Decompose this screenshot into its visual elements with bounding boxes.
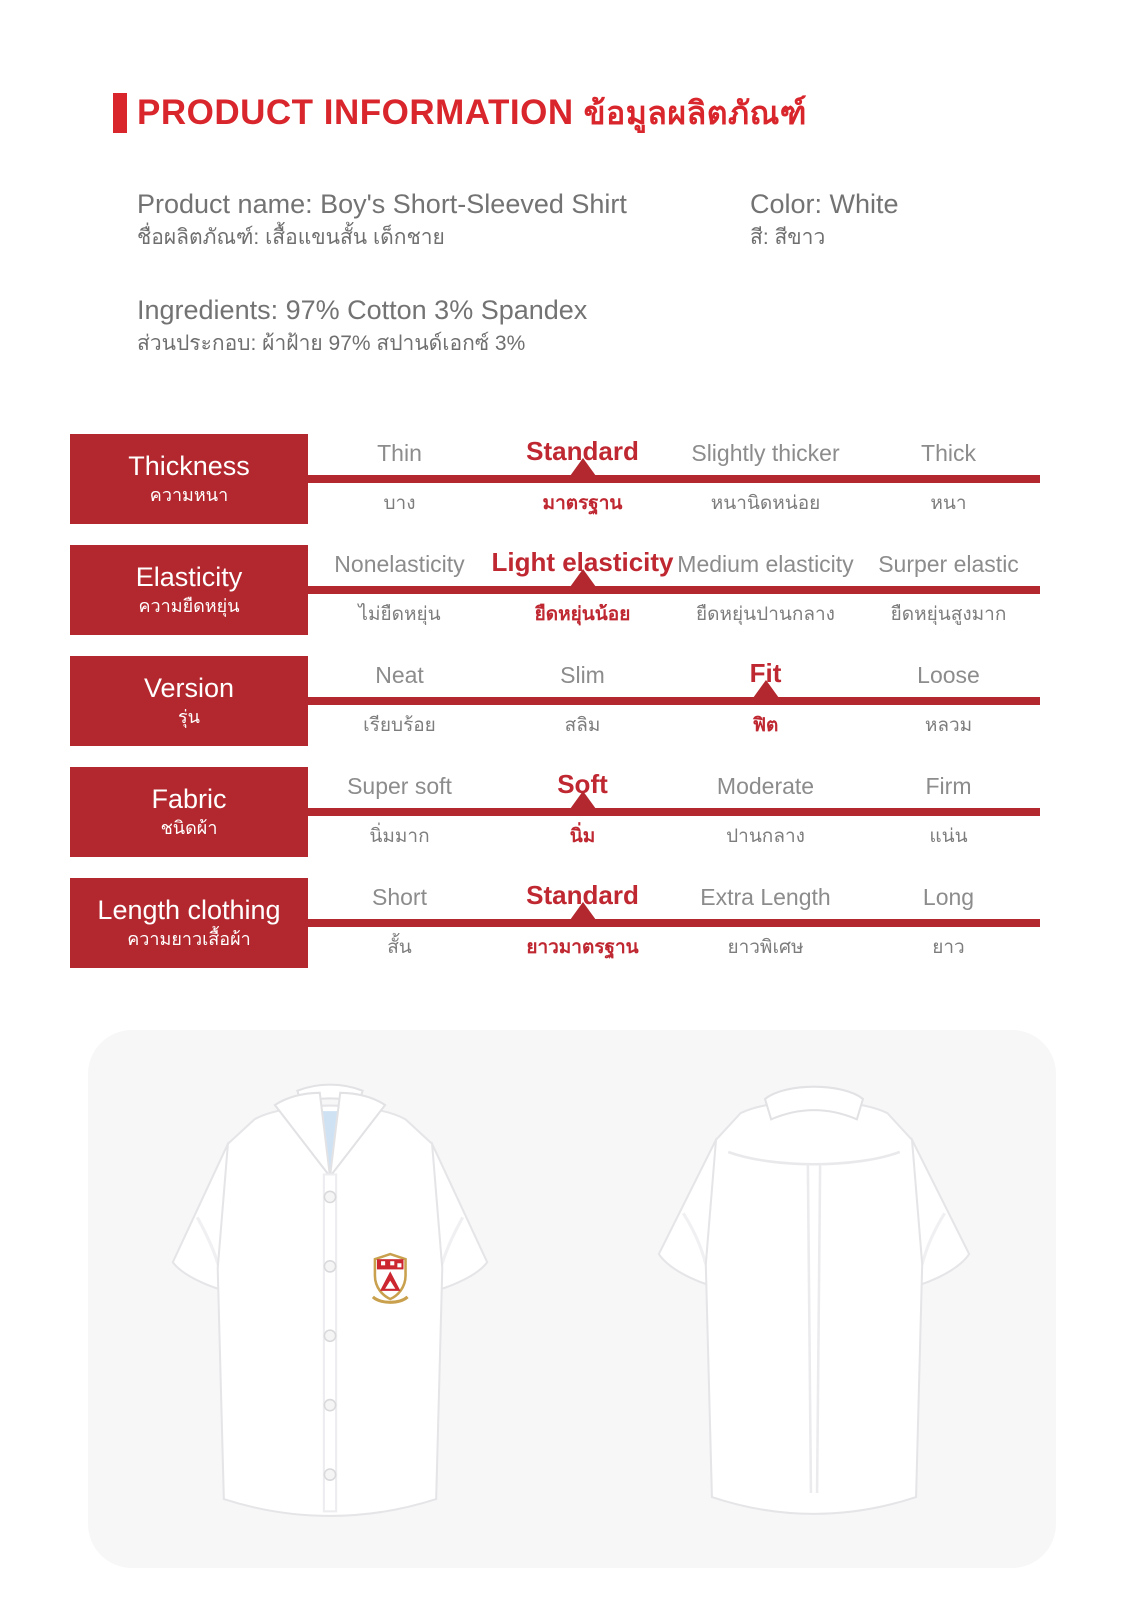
spec-option-label-th: หลวม bbox=[924, 715, 973, 736]
spec-option-label-th: แน่น bbox=[929, 826, 968, 847]
spec-option bbox=[491, 434, 674, 524]
spec-options bbox=[308, 434, 1040, 524]
spec-option-label-en: Fit bbox=[749, 658, 782, 688]
spec-option bbox=[857, 767, 1040, 857]
spec-option-label-en: Slim bbox=[560, 662, 605, 688]
spec-option bbox=[491, 656, 674, 746]
spec-option-label-th: ยาวมาตรฐาน bbox=[526, 937, 639, 958]
spec-option-label-en: Loose bbox=[917, 662, 980, 688]
spec-row-version bbox=[70, 656, 1040, 746]
spec-row-header bbox=[70, 545, 308, 635]
spec-row-label-en: Thickness bbox=[128, 451, 250, 481]
spec-row-elasticity bbox=[70, 545, 1040, 635]
spec-options bbox=[308, 878, 1040, 968]
selected-marker-triangle-icon bbox=[570, 458, 596, 476]
spec-option-label-en: Standard bbox=[526, 436, 639, 466]
selected-marker-triangle-icon bbox=[753, 680, 779, 698]
spec-option bbox=[674, 878, 857, 968]
page-title-th: ข้อมูลผลิตภัณฑ์ bbox=[583, 95, 807, 131]
spec-option-label-en: Light elasticity bbox=[491, 547, 674, 577]
spec-option-label-th: นิ่ม bbox=[569, 826, 596, 847]
spec-option-label-th: มาตรฐาน bbox=[542, 493, 623, 514]
spec-row-length-clothing bbox=[70, 878, 1040, 968]
spec-option-label-th: สลิม bbox=[564, 715, 601, 736]
spec-table bbox=[70, 434, 1040, 989]
spec-row-label-en: Elasticity bbox=[135, 562, 243, 592]
selected-marker-triangle-icon bbox=[570, 569, 596, 587]
spec-option-label-th: ฟิต bbox=[752, 715, 779, 736]
spec-options bbox=[308, 545, 1040, 635]
spec-option-label-en: Super soft bbox=[347, 773, 452, 799]
product-color-en: Color: White bbox=[750, 189, 899, 219]
spec-row-thickness bbox=[70, 434, 1040, 524]
spec-row-label-th: ชนิดผ้า bbox=[160, 818, 218, 838]
product-color-th: สี: สีขาว bbox=[750, 226, 826, 249]
spec-option-label-th: นิ่มมาก bbox=[369, 826, 430, 847]
spec-options bbox=[308, 767, 1040, 857]
product-ingredients-en: Ingredients: 97% Cotton 3% Spandex bbox=[137, 295, 588, 325]
spec-option bbox=[857, 878, 1040, 968]
spec-option bbox=[857, 545, 1040, 635]
shirt-front-illustration bbox=[120, 1054, 540, 1544]
spec-option-label-th: ยืดหยุ่นน้อย bbox=[534, 604, 631, 625]
spec-row-header bbox=[70, 878, 308, 968]
page-header bbox=[113, 90, 807, 136]
spec-option-label-th: เรียบร้อย bbox=[363, 715, 436, 736]
spec-option bbox=[491, 767, 674, 857]
spec-option-label-en: Extra Length bbox=[700, 884, 831, 910]
spec-option-label-en: Nonelasticity bbox=[334, 551, 465, 577]
selected-marker-triangle-icon bbox=[570, 791, 596, 809]
spec-option bbox=[674, 767, 857, 857]
spec-row-label-th: ความยืดหยุ่น bbox=[138, 596, 240, 616]
spec-option-label-en: Short bbox=[372, 884, 427, 910]
page-title bbox=[137, 90, 807, 136]
spec-option bbox=[857, 434, 1040, 524]
spec-option-label-th: ปานกลาง bbox=[726, 826, 805, 847]
spec-option bbox=[308, 656, 491, 746]
spec-option-label-th: ยาวพิเศษ bbox=[727, 937, 804, 958]
spec-option bbox=[857, 656, 1040, 746]
spec-options bbox=[308, 656, 1040, 746]
spec-option-label-en: Surper elastic bbox=[878, 551, 1019, 577]
product-ingredients-th: ส่วนประกอบ: ผ้าฝ้าย 97% สปานด์เอกซ์ 3% bbox=[137, 332, 526, 355]
spec-option-label-th: ไม่ยืดหยุ่น bbox=[358, 604, 441, 625]
spec-option-label-en: Slightly thicker bbox=[691, 440, 840, 466]
product-color-block bbox=[750, 188, 899, 253]
spec-option-label-en: Standard bbox=[526, 880, 639, 910]
spec-option-label-th: ยาว bbox=[932, 937, 965, 958]
spec-option-label-th: หนานิดหน่อย bbox=[710, 493, 821, 514]
spec-option bbox=[308, 434, 491, 524]
spec-option-label-en: Medium elasticity bbox=[677, 551, 854, 577]
spec-option-label-en: Neat bbox=[375, 662, 424, 688]
spec-option-label-en: Thin bbox=[377, 440, 422, 466]
product-images-panel bbox=[88, 1030, 1056, 1568]
product-ingredients-block bbox=[137, 294, 587, 359]
spec-option-label-en: Moderate bbox=[716, 773, 815, 799]
spec-row-label-en: Length clothing bbox=[97, 895, 281, 925]
product-name-th: ชื่อผลิตภัณฑ์: เสื้อแขนสั้น เด็กชาย bbox=[137, 226, 445, 249]
page-title-en: PRODUCT INFORMATION bbox=[137, 93, 574, 132]
spec-option-label-en: Thick bbox=[921, 440, 976, 466]
spec-option-label-en: Firm bbox=[925, 773, 972, 799]
spec-option bbox=[674, 434, 857, 524]
spec-row-label-en: Fabric bbox=[151, 784, 227, 814]
spec-option bbox=[674, 656, 857, 746]
spec-option bbox=[491, 878, 674, 968]
product-name-block bbox=[137, 188, 627, 253]
spec-row-label-th: รุ่น bbox=[178, 707, 200, 727]
spec-option-label-th: ยืดหยุ่นปานกลาง bbox=[696, 604, 835, 625]
spec-option-label-en: Long bbox=[922, 884, 975, 910]
spec-row-header bbox=[70, 656, 308, 746]
spec-option bbox=[491, 545, 674, 635]
product-name-en: Product name: Boy's Short-Sleeved Shirt bbox=[137, 189, 627, 219]
spec-row-header bbox=[70, 767, 308, 857]
spec-option-label-th: หนา bbox=[930, 493, 967, 514]
shirt-front-image bbox=[88, 1030, 572, 1568]
spec-option bbox=[308, 545, 491, 635]
spec-option-label-th: ยืดหยุ่นสูงมาก bbox=[890, 604, 1007, 625]
spec-option bbox=[674, 545, 857, 635]
shirt-back-image bbox=[572, 1030, 1056, 1568]
spec-row-fabric bbox=[70, 767, 1040, 857]
spec-row-label-th: ความหนา bbox=[149, 485, 229, 505]
spec-option-label-th: บาง bbox=[383, 493, 416, 514]
shirt-back-illustration bbox=[604, 1054, 1024, 1544]
spec-option bbox=[308, 767, 491, 857]
spec-row-label-th: ความยาวเสื้อผ้า bbox=[127, 929, 251, 949]
spec-row-header bbox=[70, 434, 308, 524]
spec-option bbox=[308, 878, 491, 968]
spec-option-label-th: สั้น bbox=[387, 937, 412, 958]
selected-marker-triangle-icon bbox=[570, 902, 596, 920]
header-accent-bar bbox=[113, 93, 127, 133]
spec-option-label-en: Soft bbox=[557, 769, 608, 799]
spec-row-label-en: Version bbox=[143, 673, 235, 703]
